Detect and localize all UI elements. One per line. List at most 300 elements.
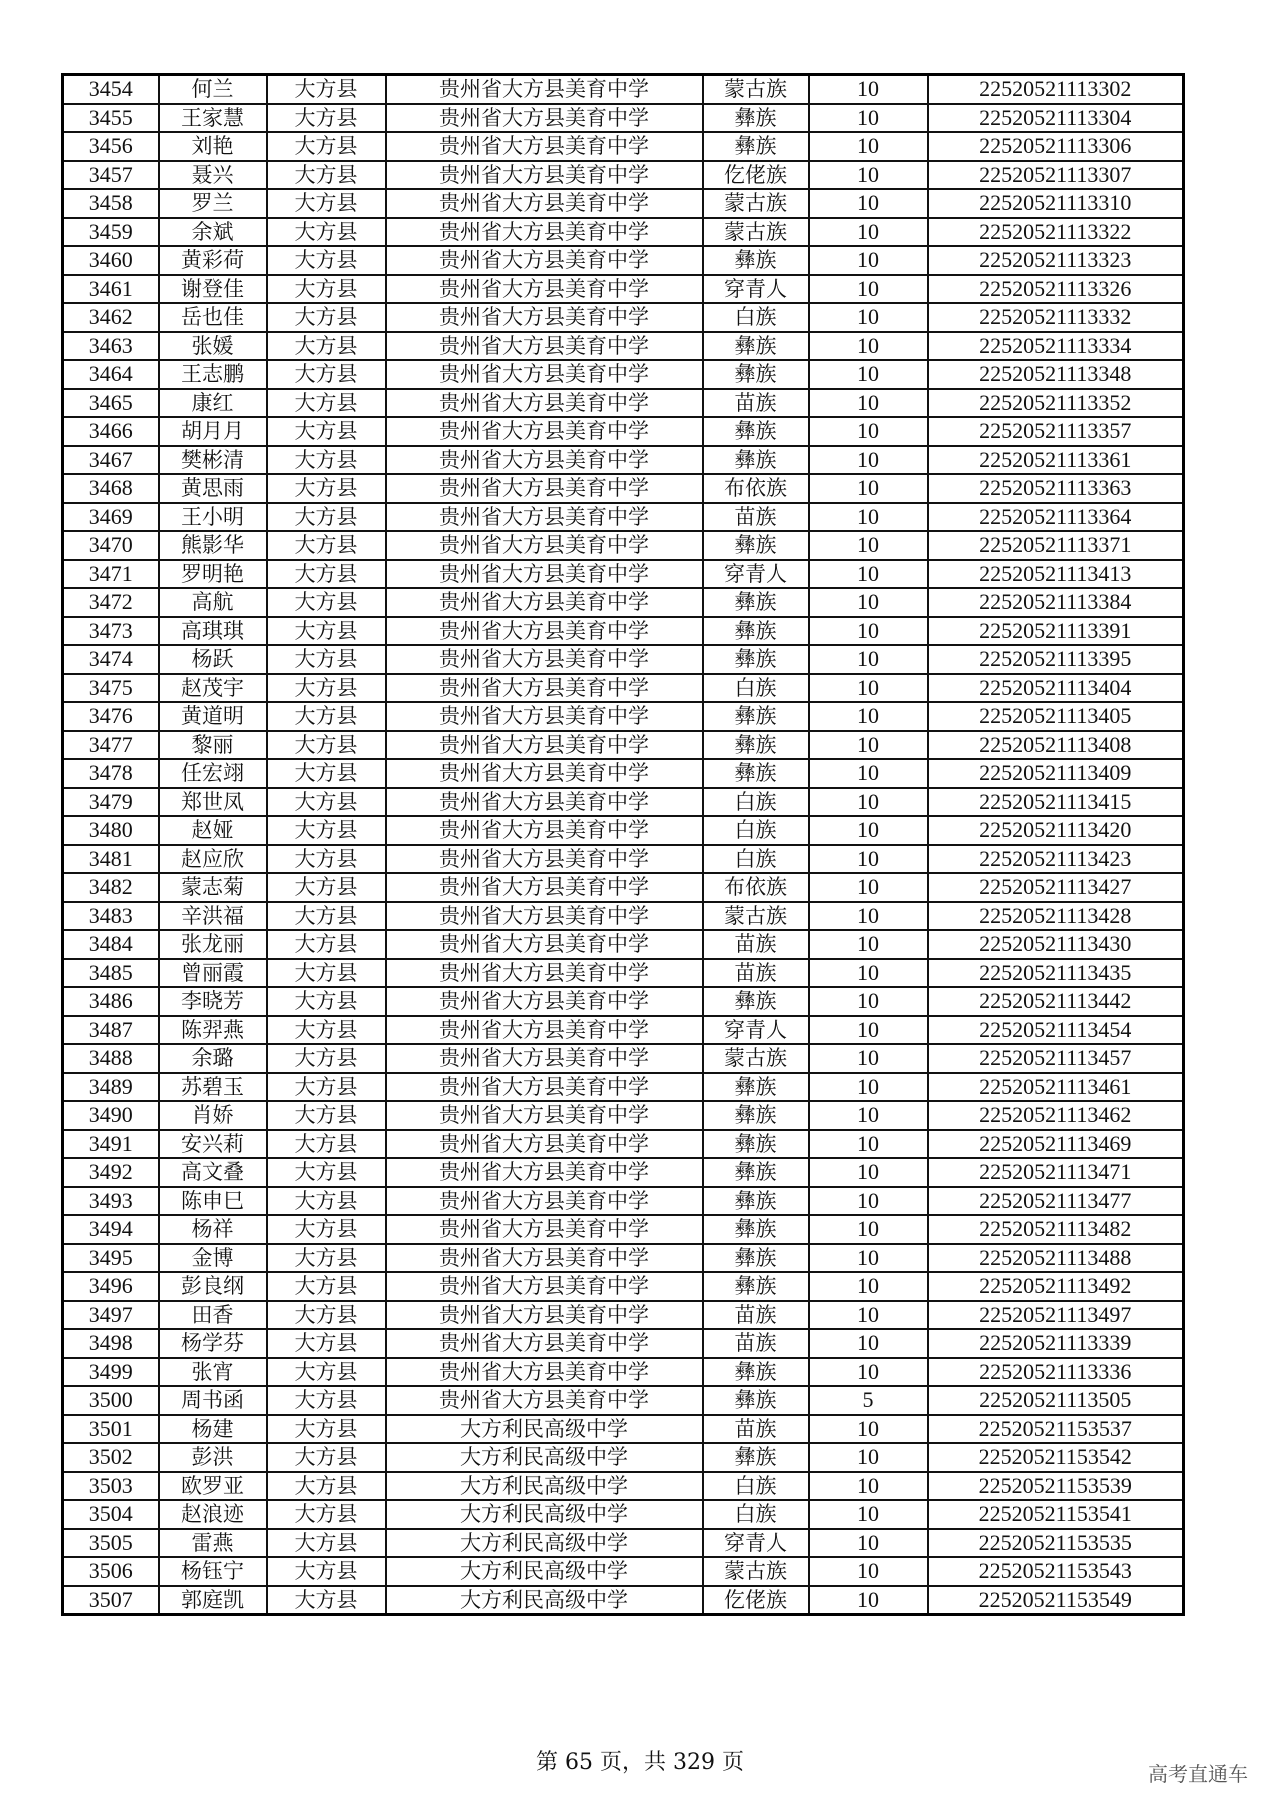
serial-number-cell: 3498: [63, 1329, 159, 1358]
ethnicity-cell: 布依族: [703, 873, 809, 902]
student-name-cell: 张龙丽: [159, 930, 267, 959]
serial-number-cell: 3455: [63, 104, 159, 133]
student-name-cell: 郑世凤: [159, 788, 267, 817]
ethnicity-cell: 苗族: [703, 959, 809, 988]
ethnicity-cell: 彝族: [703, 1187, 809, 1216]
serial-number-cell: 3470: [63, 531, 159, 560]
exam-id-cell: 22520521113322: [928, 218, 1184, 247]
serial-number-cell: 3465: [63, 389, 159, 418]
bonus-points-cell: 10: [809, 902, 928, 931]
exam-id-cell: 22520521153542: [928, 1443, 1184, 1472]
exam-id-cell: 22520521113428: [928, 902, 1184, 931]
bonus-points-cell: 10: [809, 1586, 928, 1615]
table-row: [63, 360, 1184, 389]
ethnicity-cell: 彝族: [703, 645, 809, 674]
ethnicity-cell: 彝族: [703, 1073, 809, 1102]
county-cell: 大方县: [267, 389, 386, 418]
exam-id-cell: 22520521113384: [928, 588, 1184, 617]
exam-id-cell: 22520521113405: [928, 702, 1184, 731]
table-row: [63, 161, 1184, 190]
table-row: [63, 930, 1184, 959]
school-cell: 贵州省大方县美育中学: [386, 275, 703, 304]
bonus-points-cell: 10: [809, 1329, 928, 1358]
ethnicity-cell: 彝族: [703, 617, 809, 646]
exam-id-cell: 22520521113471: [928, 1158, 1184, 1187]
bonus-points-cell: 10: [809, 75, 928, 104]
student-name-cell: 金博: [159, 1244, 267, 1273]
table-row: [63, 332, 1184, 361]
exam-id-cell: 22520521113323: [928, 246, 1184, 275]
school-cell: 贵州省大方县美育中学: [386, 816, 703, 845]
student-name-cell: 王家慧: [159, 104, 267, 133]
table-row: [63, 503, 1184, 532]
student-name-cell: 彭良纲: [159, 1272, 267, 1301]
student-name-cell: 雷燕: [159, 1529, 267, 1558]
serial-number-cell: 3476: [63, 702, 159, 731]
bonus-points-cell: 10: [809, 1044, 928, 1073]
county-cell: 大方县: [267, 1586, 386, 1615]
student-name-cell: 罗兰: [159, 189, 267, 218]
school-cell: 贵州省大方县美育中学: [386, 902, 703, 931]
student-name-cell: 杨跃: [159, 645, 267, 674]
ethnicity-cell: 苗族: [703, 930, 809, 959]
bonus-points-cell: 10: [809, 788, 928, 817]
school-cell: 贵州省大方县美育中学: [386, 1244, 703, 1273]
student-name-cell: 聂兴: [159, 161, 267, 190]
ethnicity-cell: 穿青人: [703, 275, 809, 304]
ethnicity-cell: 彝族: [703, 104, 809, 133]
exam-id-cell: 22520521113488: [928, 1244, 1184, 1273]
exam-id-cell: 22520521113336: [928, 1358, 1184, 1387]
student-name-cell: 赵浪迹: [159, 1500, 267, 1529]
county-cell: 大方县: [267, 873, 386, 902]
bonus-points-cell: 10: [809, 759, 928, 788]
bonus-points-cell: 10: [809, 1130, 928, 1159]
table-row: [63, 674, 1184, 703]
bonus-points-cell: 10: [809, 930, 928, 959]
serial-number-cell: 3497: [63, 1301, 159, 1330]
county-cell: 大方县: [267, 275, 386, 304]
school-cell: 大方利民高级中学: [386, 1415, 703, 1444]
student-name-cell: 陈羿燕: [159, 1016, 267, 1045]
ethnicity-cell: 蒙古族: [703, 1044, 809, 1073]
bonus-points-cell: 10: [809, 417, 928, 446]
bonus-points-cell: 10: [809, 104, 928, 133]
county-cell: 大方县: [267, 1130, 386, 1159]
student-name-cell: 余斌: [159, 218, 267, 247]
table-row: [63, 645, 1184, 674]
ethnicity-cell: 彝族: [703, 1130, 809, 1159]
table-row: [63, 873, 1184, 902]
ethnicity-cell: 白族: [703, 674, 809, 703]
exam-id-cell: 22520521113310: [928, 189, 1184, 218]
school-cell: 贵州省大方县美育中学: [386, 189, 703, 218]
serial-number-cell: 3487: [63, 1016, 159, 1045]
bonus-points-cell: 10: [809, 360, 928, 389]
bonus-points-cell: 10: [809, 1215, 928, 1244]
county-cell: 大方县: [267, 987, 386, 1016]
county-cell: 大方县: [267, 1215, 386, 1244]
serial-number-cell: 3468: [63, 474, 159, 503]
table-row: [63, 1358, 1184, 1387]
ethnicity-cell: 彝族: [703, 417, 809, 446]
table-row: [63, 1215, 1184, 1244]
serial-number-cell: 3506: [63, 1557, 159, 1586]
table-row: [63, 246, 1184, 275]
ethnicity-cell: 蒙古族: [703, 1557, 809, 1586]
school-cell: 贵州省大方县美育中学: [386, 332, 703, 361]
school-cell: 大方利民高级中学: [386, 1472, 703, 1501]
student-list-table: [61, 73, 1185, 1616]
exam-id-cell: 22520521113332: [928, 303, 1184, 332]
school-cell: 贵州省大方县美育中学: [386, 731, 703, 760]
school-cell: 贵州省大方县美育中学: [386, 303, 703, 332]
table-row: [63, 303, 1184, 332]
school-cell: 贵州省大方县美育中学: [386, 218, 703, 247]
county-cell: 大方县: [267, 1415, 386, 1444]
bonus-points-cell: 10: [809, 503, 928, 532]
exam-id-cell: 22520521113306: [928, 132, 1184, 161]
serial-number-cell: 3474: [63, 645, 159, 674]
ethnicity-cell: 仡佬族: [703, 1586, 809, 1615]
serial-number-cell: 3481: [63, 845, 159, 874]
ethnicity-cell: 彝族: [703, 1358, 809, 1387]
serial-number-cell: 3485: [63, 959, 159, 988]
serial-number-cell: 3489: [63, 1073, 159, 1102]
serial-number-cell: 3503: [63, 1472, 159, 1501]
table-row: [63, 1301, 1184, 1330]
exam-id-cell: 22520521113404: [928, 674, 1184, 703]
bonus-points-cell: 10: [809, 1301, 928, 1330]
exam-id-cell: 22520521113363: [928, 474, 1184, 503]
county-cell: 大方县: [267, 1557, 386, 1586]
county-cell: 大方县: [267, 731, 386, 760]
bonus-points-cell: 10: [809, 1529, 928, 1558]
exam-id-cell: 22520521113427: [928, 873, 1184, 902]
serial-number-cell: 3505: [63, 1529, 159, 1558]
serial-number-cell: 3486: [63, 987, 159, 1016]
school-cell: 贵州省大方县美育中学: [386, 132, 703, 161]
student-name-cell: 王小明: [159, 503, 267, 532]
student-name-cell: 曾丽霞: [159, 959, 267, 988]
school-cell: 贵州省大方县美育中学: [386, 759, 703, 788]
county-cell: 大方县: [267, 759, 386, 788]
exam-id-cell: 22520521153549: [928, 1586, 1184, 1615]
ethnicity-cell: 彝族: [703, 588, 809, 617]
serial-number-cell: 3462: [63, 303, 159, 332]
school-cell: 贵州省大方县美育中学: [386, 417, 703, 446]
table-row: [63, 588, 1184, 617]
serial-number-cell: 3493: [63, 1187, 159, 1216]
ethnicity-cell: 彝族: [703, 531, 809, 560]
exam-id-cell: 22520521113482: [928, 1215, 1184, 1244]
table-body: [63, 75, 1184, 1615]
table-row: [63, 218, 1184, 247]
watermark: 高考直通车: [1148, 1762, 1248, 1786]
student-name-cell: 赵娅: [159, 816, 267, 845]
ethnicity-cell: 苗族: [703, 503, 809, 532]
table-row: [63, 1329, 1184, 1358]
ethnicity-cell: 彝族: [703, 332, 809, 361]
bonus-points-cell: 10: [809, 1415, 928, 1444]
table-row: [63, 132, 1184, 161]
table-row: [63, 474, 1184, 503]
student-name-cell: 刘艳: [159, 132, 267, 161]
table-row: [63, 731, 1184, 760]
county-cell: 大方县: [267, 645, 386, 674]
ethnicity-cell: 仡佬族: [703, 161, 809, 190]
exam-id-cell: 22520521113435: [928, 959, 1184, 988]
exam-id-cell: 22520521113334: [928, 332, 1184, 361]
serial-number-cell: 3496: [63, 1272, 159, 1301]
school-cell: 贵州省大方县美育中学: [386, 1016, 703, 1045]
student-name-cell: 欧罗亚: [159, 1472, 267, 1501]
ethnicity-cell: 彝族: [703, 702, 809, 731]
exam-id-cell: 22520521113339: [928, 1329, 1184, 1358]
exam-id-cell: 22520521113408: [928, 731, 1184, 760]
exam-id-cell: 22520521113415: [928, 788, 1184, 817]
ethnicity-cell: 彝族: [703, 1215, 809, 1244]
serial-number-cell: 3500: [63, 1386, 159, 1415]
student-name-cell: 余璐: [159, 1044, 267, 1073]
ethnicity-cell: 彝族: [703, 360, 809, 389]
serial-number-cell: 3483: [63, 902, 159, 931]
bonus-points-cell: 10: [809, 731, 928, 760]
exam-id-cell: 22520521113430: [928, 930, 1184, 959]
bonus-points-cell: 10: [809, 873, 928, 902]
county-cell: 大方县: [267, 674, 386, 703]
county-cell: 大方县: [267, 1472, 386, 1501]
school-cell: 贵州省大方县美育中学: [386, 617, 703, 646]
table-row: [63, 75, 1184, 104]
student-name-cell: 郭庭凯: [159, 1586, 267, 1615]
student-name-cell: 高航: [159, 588, 267, 617]
table-row: [63, 1244, 1184, 1273]
exam-id-cell: 22520521113409: [928, 759, 1184, 788]
ethnicity-cell: 彝族: [703, 759, 809, 788]
student-name-cell: 胡月月: [159, 417, 267, 446]
exam-id-cell: 22520521113348: [928, 360, 1184, 389]
bonus-points-cell: 10: [809, 588, 928, 617]
serial-number-cell: 3492: [63, 1158, 159, 1187]
table-row: [63, 788, 1184, 817]
bonus-points-cell: 10: [809, 389, 928, 418]
serial-number-cell: 3504: [63, 1500, 159, 1529]
ethnicity-cell: 苗族: [703, 389, 809, 418]
school-cell: 贵州省大方县美育中学: [386, 1329, 703, 1358]
table-row: [63, 1443, 1184, 1472]
bonus-points-cell: 10: [809, 1272, 928, 1301]
serial-number-cell: 3464: [63, 360, 159, 389]
student-name-cell: 张宵: [159, 1358, 267, 1387]
ethnicity-cell: 穿青人: [703, 1016, 809, 1045]
table-row: [63, 1101, 1184, 1130]
school-cell: 贵州省大方县美育中学: [386, 1187, 703, 1216]
bonus-points-cell: 10: [809, 645, 928, 674]
county-cell: 大方县: [267, 474, 386, 503]
table-row: [63, 1472, 1184, 1501]
school-cell: 贵州省大方县美育中学: [386, 75, 703, 104]
student-name-cell: 黄思雨: [159, 474, 267, 503]
student-name-cell: 杨学芬: [159, 1329, 267, 1358]
county-cell: 大方县: [267, 446, 386, 475]
student-name-cell: 谢登佳: [159, 275, 267, 304]
bonus-points-cell: 10: [809, 1016, 928, 1045]
school-cell: 贵州省大方县美育中学: [386, 873, 703, 902]
exam-id-cell: 22520521113462: [928, 1101, 1184, 1130]
student-name-cell: 岳也佳: [159, 303, 267, 332]
table-row: [63, 275, 1184, 304]
county-cell: 大方县: [267, 816, 386, 845]
table-row: [63, 1130, 1184, 1159]
county-cell: 大方县: [267, 1244, 386, 1273]
exam-id-cell: 22520521113357: [928, 417, 1184, 446]
table-row: [63, 1415, 1184, 1444]
school-cell: 贵州省大方县美育中学: [386, 531, 703, 560]
bonus-points-cell: 10: [809, 161, 928, 190]
exam-id-cell: 22520521113413: [928, 560, 1184, 589]
student-name-cell: 田香: [159, 1301, 267, 1330]
table-row: [63, 1187, 1184, 1216]
student-name-cell: 何兰: [159, 75, 267, 104]
table-row: [63, 987, 1184, 1016]
serial-number-cell: 3495: [63, 1244, 159, 1273]
student-name-cell: 周书函: [159, 1386, 267, 1415]
county-cell: 大方县: [267, 161, 386, 190]
county-cell: 大方县: [267, 1044, 386, 1073]
ethnicity-cell: 苗族: [703, 1329, 809, 1358]
serial-number-cell: 3477: [63, 731, 159, 760]
table-row: [63, 816, 1184, 845]
school-cell: 大方利民高级中学: [386, 1443, 703, 1472]
school-cell: 贵州省大方县美育中学: [386, 104, 703, 133]
exam-id-cell: 22520521113454: [928, 1016, 1184, 1045]
school-cell: 贵州省大方县美育中学: [386, 674, 703, 703]
student-name-cell: 樊彬清: [159, 446, 267, 475]
county-cell: 大方县: [267, 560, 386, 589]
table-row: [63, 1073, 1184, 1102]
bonus-points-cell: 10: [809, 1073, 928, 1102]
school-cell: 贵州省大方县美育中学: [386, 788, 703, 817]
ethnicity-cell: 白族: [703, 1500, 809, 1529]
school-cell: 贵州省大方县美育中学: [386, 1358, 703, 1387]
serial-number-cell: 3466: [63, 417, 159, 446]
county-cell: 大方县: [267, 1158, 386, 1187]
exam-id-cell: 22520521113395: [928, 645, 1184, 674]
bonus-points-cell: 10: [809, 332, 928, 361]
student-name-cell: 李晓芳: [159, 987, 267, 1016]
school-cell: 贵州省大方县美育中学: [386, 1101, 703, 1130]
school-cell: 贵州省大方县美育中学: [386, 588, 703, 617]
school-cell: 大方利民高级中学: [386, 1557, 703, 1586]
bonus-points-cell: 10: [809, 132, 928, 161]
county-cell: 大方县: [267, 1358, 386, 1387]
table-row: [63, 617, 1184, 646]
table-row: [63, 902, 1184, 931]
bonus-points-cell: 10: [809, 1358, 928, 1387]
bonus-points-cell: 10: [809, 1158, 928, 1187]
exam-id-cell: 22520521153543: [928, 1557, 1184, 1586]
school-cell: 贵州省大方县美育中学: [386, 1386, 703, 1415]
school-cell: 贵州省大方县美育中学: [386, 389, 703, 418]
table-row: [63, 417, 1184, 446]
ethnicity-cell: 苗族: [703, 1415, 809, 1444]
student-name-cell: 肖娇: [159, 1101, 267, 1130]
county-cell: 大方县: [267, 902, 386, 931]
county-cell: 大方县: [267, 75, 386, 104]
ethnicity-cell: 穿青人: [703, 560, 809, 589]
bonus-points-cell: 10: [809, 617, 928, 646]
ethnicity-cell: 白族: [703, 845, 809, 874]
table-row: [63, 446, 1184, 475]
school-cell: 贵州省大方县美育中学: [386, 246, 703, 275]
exam-id-cell: 22520521153537: [928, 1415, 1184, 1444]
county-cell: 大方县: [267, 189, 386, 218]
bonus-points-cell: 10: [809, 474, 928, 503]
serial-number-cell: 3457: [63, 161, 159, 190]
ethnicity-cell: 彝族: [703, 246, 809, 275]
bonus-points-cell: 10: [809, 1500, 928, 1529]
student-name-cell: 罗明艳: [159, 560, 267, 589]
ethnicity-cell: 白族: [703, 303, 809, 332]
school-cell: 贵州省大方县美育中学: [386, 1130, 703, 1159]
school-cell: 贵州省大方县美育中学: [386, 987, 703, 1016]
serial-number-cell: 3459: [63, 218, 159, 247]
county-cell: 大方县: [267, 132, 386, 161]
table-row: [63, 1586, 1184, 1615]
exam-id-cell: 22520521113302: [928, 75, 1184, 104]
school-cell: 贵州省大方县美育中学: [386, 645, 703, 674]
ethnicity-cell: 白族: [703, 1472, 809, 1501]
ethnicity-cell: 白族: [703, 816, 809, 845]
county-cell: 大方县: [267, 1301, 386, 1330]
county-cell: 大方县: [267, 1529, 386, 1558]
ethnicity-cell: 彝族: [703, 1386, 809, 1415]
bonus-points-cell: 10: [809, 1101, 928, 1130]
school-cell: 贵州省大方县美育中学: [386, 1301, 703, 1330]
bonus-points-cell: 10: [809, 816, 928, 845]
serial-number-cell: 3488: [63, 1044, 159, 1073]
school-cell: 贵州省大方县美育中学: [386, 1044, 703, 1073]
county-cell: 大方县: [267, 104, 386, 133]
county-cell: 大方县: [267, 1443, 386, 1472]
bonus-points-cell: 10: [809, 246, 928, 275]
exam-id-cell: 22520521113304: [928, 104, 1184, 133]
serial-number-cell: 3479: [63, 788, 159, 817]
bonus-points-cell: 10: [809, 674, 928, 703]
serial-number-cell: 3480: [63, 816, 159, 845]
county-cell: 大方县: [267, 1500, 386, 1529]
student-name-cell: 高文叠: [159, 1158, 267, 1187]
bonus-points-cell: 10: [809, 560, 928, 589]
ethnicity-cell: 彝族: [703, 1158, 809, 1187]
county-cell: 大方县: [267, 1272, 386, 1301]
county-cell: 大方县: [267, 531, 386, 560]
county-cell: 大方县: [267, 1073, 386, 1102]
county-cell: 大方县: [267, 930, 386, 959]
exam-id-cell: 22520521113307: [928, 161, 1184, 190]
county-cell: 大方县: [267, 1386, 386, 1415]
county-cell: 大方县: [267, 332, 386, 361]
county-cell: 大方县: [267, 959, 386, 988]
ethnicity-cell: 彝族: [703, 1244, 809, 1273]
bonus-points-cell: 10: [809, 218, 928, 247]
bonus-points-cell: 10: [809, 1187, 928, 1216]
exam-id-cell: 22520521113420: [928, 816, 1184, 845]
ethnicity-cell: 蒙古族: [703, 902, 809, 931]
county-cell: 大方县: [267, 702, 386, 731]
exam-id-cell: 22520521113391: [928, 617, 1184, 646]
